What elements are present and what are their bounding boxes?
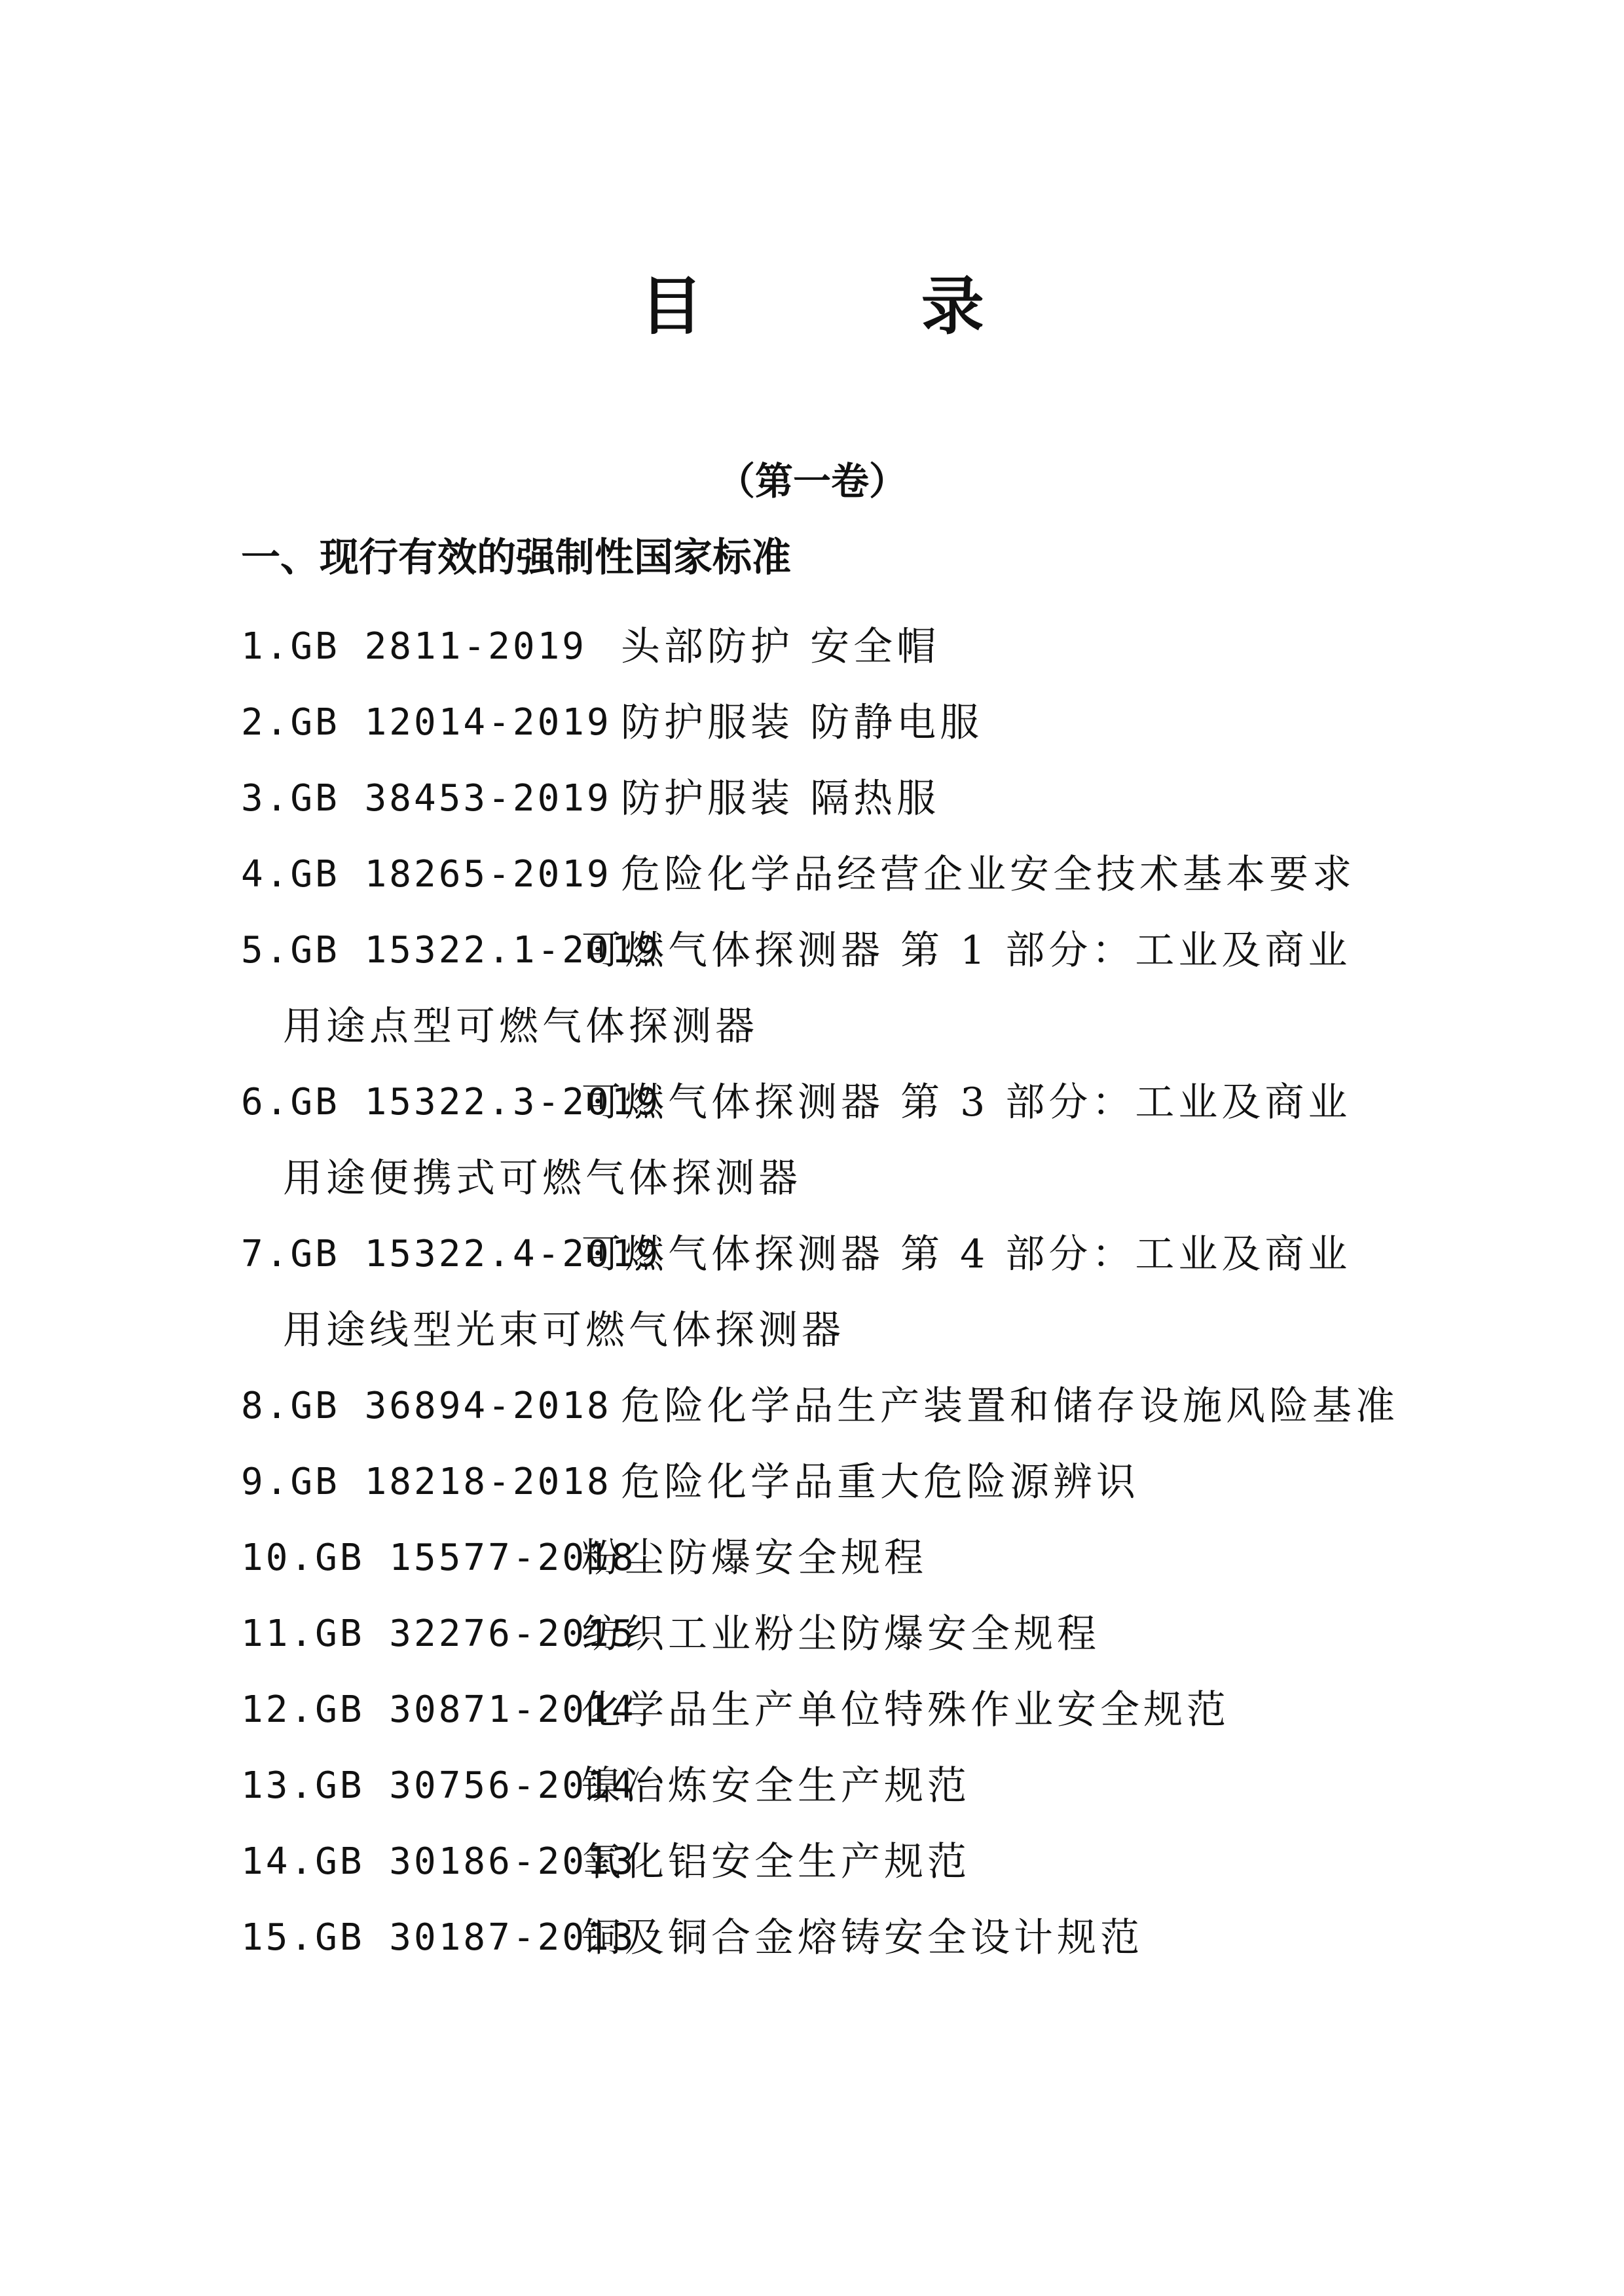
standard-name: 危险化学品生产装置和储存设施风险基准 <box>621 1383 1399 1429</box>
list-item <box>241 685 1420 761</box>
standard-name: 氧化铝安全生产规范 <box>581 1839 970 1885</box>
list-item <box>241 609 1420 685</box>
section-heading: 一、现行有效的强制性国家标准 <box>241 535 791 581</box>
standard-name: 可燃气体探测器 第 1 部分：工业及商业 <box>581 928 1352 974</box>
standard-code: 5.GB 15322.1-2019 <box>241 929 661 972</box>
standard-code: 12.GB 30871-2014 <box>241 1688 637 1731</box>
page-title: 目 录 <box>640 269 1082 343</box>
standard-name: 可燃气体探测器 第 4 部分：工业及商业 <box>581 1231 1352 1277</box>
standard-code: 3.GB 38453-2019 <box>241 777 612 820</box>
standard-code: 10.GB 15577-2018 <box>241 1537 637 1579</box>
standard-name: 镍冶炼安全生产规范 <box>581 1763 970 1809</box>
standard-code: 9.GB 18218-2018 <box>241 1461 612 1503</box>
list-item <box>241 1216 1420 1368</box>
list-item <box>241 837 1420 913</box>
standard-name: 可燃气体探测器 第 3 部分：工业及商业 <box>581 1080 1352 1125</box>
standard-name: 粉尘防爆安全规程 <box>581 1535 927 1581</box>
list-item <box>241 1368 1420 1444</box>
standard-code: 6.GB 15322.3-2019 <box>241 1081 661 1123</box>
standard-code: 11.GB 32276-2015 <box>241 1613 637 1655</box>
standard-name-continued: 用途点型可燃气体探测器 <box>283 1004 758 1049</box>
list-item <box>241 1748 1420 1824</box>
standard-name-continued: 用途线型光束可燃气体探测器 <box>283 1307 845 1353</box>
standards-list <box>241 609 1420 1976</box>
standard-name: 化学品生产单位特殊作业安全规范 <box>581 1687 1230 1733</box>
list-item <box>241 1065 1420 1216</box>
standard-name: 纺织工业粉尘防爆安全规程 <box>581 1611 1100 1657</box>
standard-code: 1.GB 2811-2019 <box>241 625 587 668</box>
standard-code: 15.GB 30187-2013 <box>241 1916 637 1959</box>
list-item <box>241 1596 1420 1672</box>
standard-code: 7.GB 15322.4-2019 <box>241 1233 661 1275</box>
standard-name-continued: 用途便携式可燃气体探测器 <box>283 1156 802 1201</box>
standard-code: 14.GB 30186-2013 <box>241 1840 637 1883</box>
standard-name: 危险化学品经营企业安全技术基本要求 <box>621 852 1356 898</box>
list-item <box>241 1900 1420 1976</box>
volume-label: （第一卷） <box>716 459 907 503</box>
standard-code: 4.GB 18265-2019 <box>241 853 612 896</box>
standard-name: 防护服装 防静电服 <box>621 700 984 746</box>
list-item <box>241 1520 1420 1596</box>
list-item <box>241 1672 1420 1748</box>
standard-code: 2.GB 12014-2019 <box>241 701 612 744</box>
list-item <box>241 913 1420 1065</box>
standard-name: 危险化学品重大危险源辨识 <box>621 1459 1139 1505</box>
standard-name: 防护服装 隔热服 <box>621 776 940 822</box>
standard-code: 8.GB 36894-2018 <box>241 1385 612 1427</box>
standard-code: 13.GB 30756-2014 <box>241 1764 637 1807</box>
list-item <box>241 1824 1420 1900</box>
standard-name: 铜及铜合金熔铸安全设计规范 <box>581 1915 1143 1961</box>
list-item <box>241 1444 1420 1520</box>
list-item <box>241 761 1420 837</box>
standard-name: 头部防护 安全帽 <box>621 624 940 670</box>
